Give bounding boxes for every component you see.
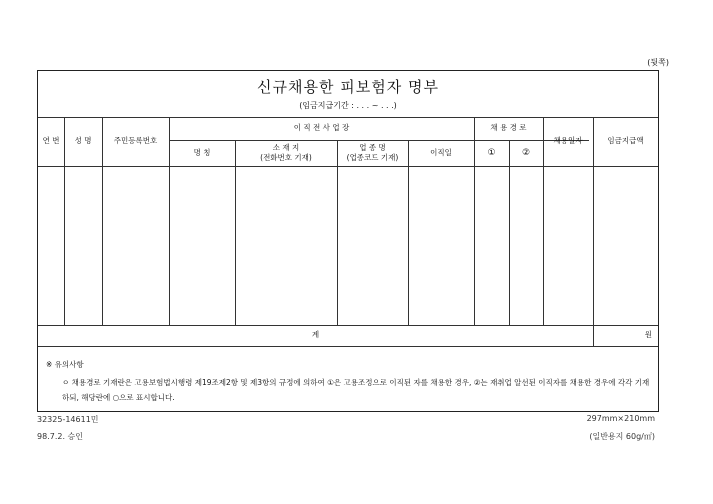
total-bottom-rule <box>38 346 658 347</box>
header-prev-workplace: 이 직 전 사 업 장 <box>293 123 350 133</box>
header-leave-date: 이직일 <box>430 147 452 157</box>
header-hire-date: 채용일자 <box>553 136 583 146</box>
header-industry: 업 종 명 (업종코드 기재) <box>346 142 399 162</box>
col-rule-location <box>235 140 236 325</box>
header-wage: 임금지급액 <box>607 136 644 146</box>
page-side-note: (뒷쪽) <box>647 58 669 67</box>
header-location: 소 재 지 (전화번호 기재) <box>260 142 312 162</box>
notes-heading: ※ 유의사항 <box>46 360 84 369</box>
total-unit: 원 <box>644 330 652 340</box>
form-frame <box>37 70 659 412</box>
approval-date: 98.7.2. 승인 <box>37 432 83 441</box>
header-resident-no: 주민등록번호 <box>113 136 158 146</box>
col-rule-leave-date <box>408 140 409 325</box>
header-serial: 연 번 <box>42 136 60 146</box>
notes-body: ㅇ 채용경로 기재란은 고용보험법시행령 제19조제2항 및 제3항의 규정에 의하여 ①은 고용조정으로 이직된 자를 채용한 경우, ②는 재취업 알선된 이직자를 채용한 경우에 각각 기재하되, 해당란에 ○으로 표시합니다. <box>62 378 650 402</box>
total-label: 계 <box>311 330 320 340</box>
form-title: 신규채용한 피보험자 명부 <box>257 78 439 96</box>
header-hiring-route: 채 용 경 로 <box>490 123 527 133</box>
wage-period-line: (임금지급기간 : . . . ~ . . .) <box>299 101 397 110</box>
header-name: 성 명 <box>74 136 92 146</box>
header-route-2: ② <box>521 147 531 158</box>
header-bottom-rule <box>38 166 658 167</box>
col-rule-industry <box>337 140 338 325</box>
header-workplace-name: 명 칭 <box>193 147 211 157</box>
paper-size: 297mm×210mm <box>586 414 655 423</box>
header-route-1: ① <box>487 147 496 158</box>
form-number: 32325-14611민 <box>37 415 99 424</box>
paper-type: (일반용지 60g/㎡) <box>589 432 655 441</box>
col-rule-route-2 <box>509 140 510 325</box>
